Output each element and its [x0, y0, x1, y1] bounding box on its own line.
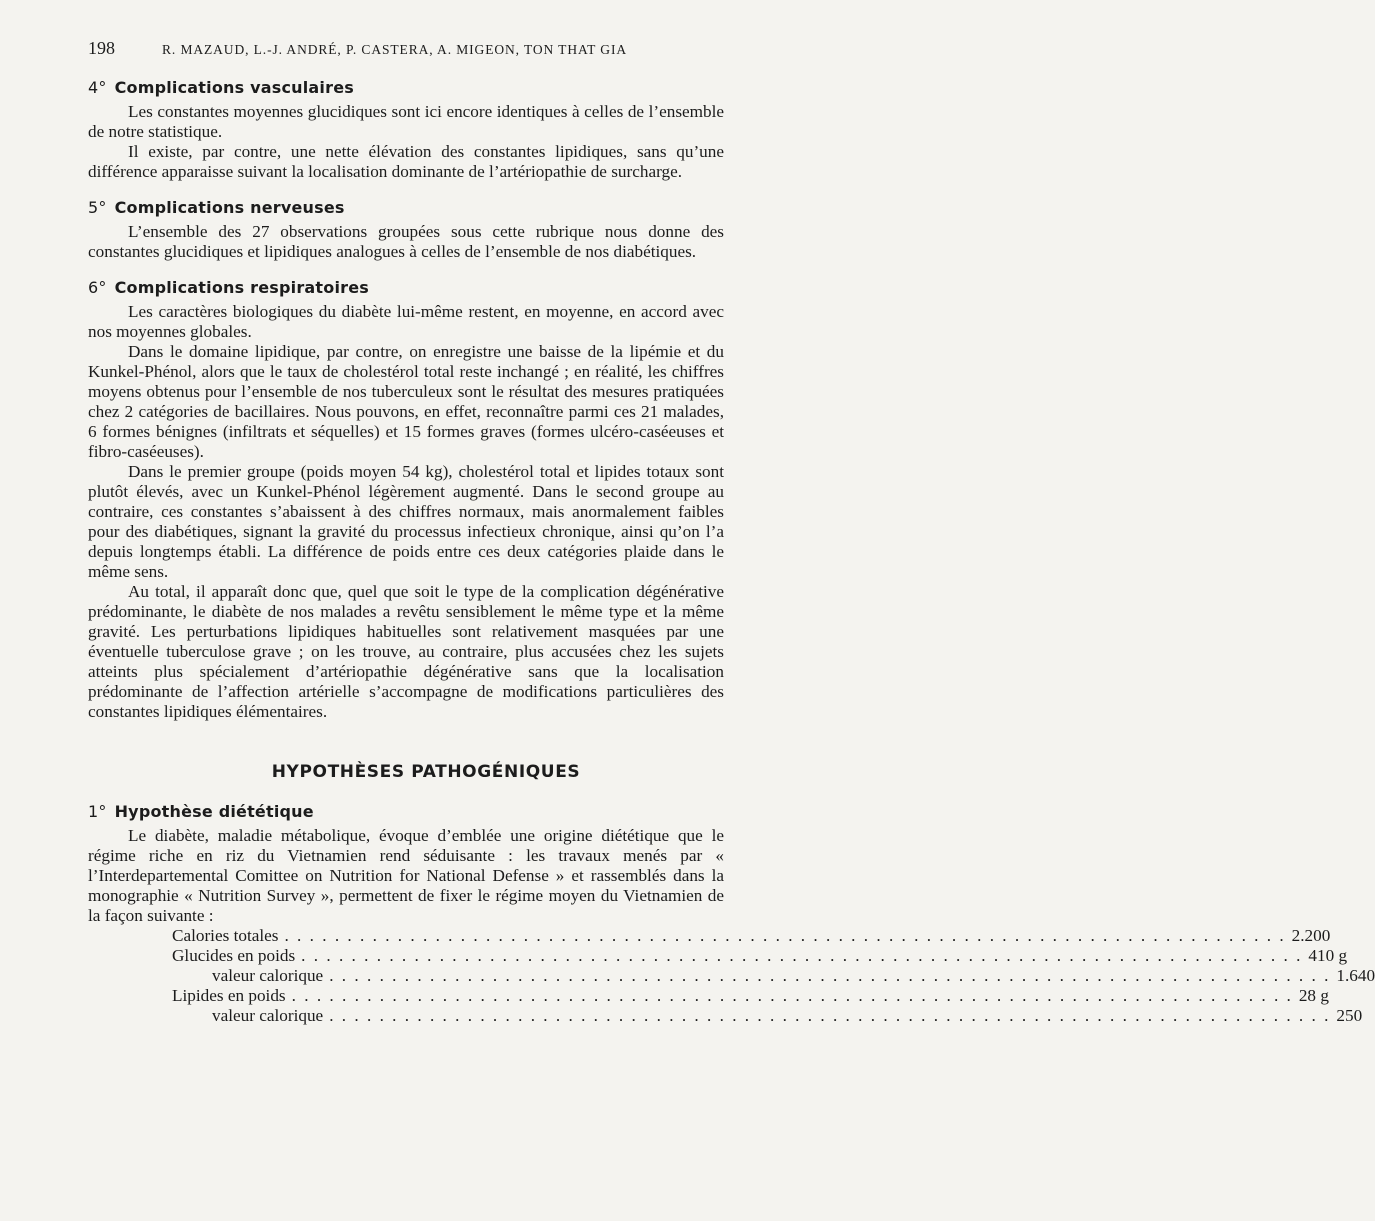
section-heading — [88, 78, 724, 97]
section-number: 6° — [88, 278, 107, 297]
page-header — [88, 38, 724, 62]
diet-row — [172, 966, 1375, 986]
page — [88, 38, 1375, 1026]
diet-row — [172, 986, 1329, 1006]
diet-label: valeur calorique — [212, 966, 324, 985]
paragraph: Dans le premier groupe (poids moyen 54 kg), cholestérol total et lipides totaux sont plutôt élevés, avec un Kunkel-Phénol légèrement augmenté. Dans le second groupe au contraire, ces constantes s’abaissent à des chiffres normaux, mais anormalement faibles pour des diabétiques, signant la gravité du processus infectieux chronique, ainsi qu’on l’a depuis longtemps établi. La différence de poids entre ces deux catégories plaide dans le même sens. — [88, 462, 724, 581]
dot-leader: . . . . . . . . . . . . . . . . . . . . . . . . . . . . . . . . . . . . . . . . . . . . . . . . . . . . . . . . . . . . . . . . . . . . . . . . . . . . . . . . — [301, 946, 1303, 965]
major-heading: HYPOTHÈSES PATHOGÉNIQUES — [271, 762, 581, 782]
paragraph: Les caractères biologiques du diabète lui-même restent, en moyenne, en accord avec nos moyennes globales. — [88, 302, 724, 341]
diet-value: 1.640 — [1336, 966, 1375, 985]
section-heading — [88, 198, 724, 217]
paragraph: L’ensemble des 27 observations groupées sous cette rubrique nous donne des constantes glucidiques et lipidiques analogues à celles de l’ensemble de nos diabétiques. — [88, 222, 724, 261]
diet-label: valeur calorique — [212, 1006, 324, 1025]
diet-label: Glucides en poids — [172, 946, 296, 965]
page-number: 198 — [88, 38, 115, 58]
diet-row — [172, 1006, 1363, 1026]
diet-row — [172, 946, 1348, 966]
diet-table — [172, 926, 1375, 1026]
diet-value: 2.200 — [1291, 926, 1331, 945]
section-heading — [88, 278, 724, 297]
paragraph: Il existe, par contre, une nette élévation des constantes lipidiques, sans qu’une différence apparaisse suivant la localisation dominante de l’artériopathie de surcharge. — [88, 142, 724, 181]
diet-label: Lipides en poids — [172, 986, 286, 1005]
section-number: 1° — [88, 802, 107, 821]
section-respiratoires — [88, 278, 724, 722]
paragraph: Au total, il apparaît donc que, quel que soit le type de la complication dégénérative prédominante, le diabète de nos malades a revêtu sensiblement le même type et la même gravité. Les perturbations lipidiques habituelles sont relativement masquées par une éventuelle tuberculose grave ; on les trouve, au contraire, plus accusées chez les sujets atteints plus spécialement d’artériopathie dégénérative sans que la localisation prédominante de l’affection artérielle s’accompagne de modifications particulières des constantes lipidiques élémentaires. — [88, 582, 724, 721]
section-nerveuses — [88, 198, 724, 262]
section-title: Complications nerveuses — [114, 198, 345, 217]
section-number: 5° — [88, 198, 107, 217]
diet-value: 250 — [1336, 1006, 1363, 1025]
dot-leader: . . . . . . . . . . . . . . . . . . . . . . . . . . . . . . . . . . . . . . . . . . . . . . . . . . . . . . . . . . . . . . . . . . . . . . . . . . . . . . . . — [291, 986, 1293, 1005]
section-title: Complications vasculaires — [114, 78, 354, 97]
diet-label: Calories totales — [172, 926, 279, 945]
running-head: R. MAZAUD, L.-J. ANDRÉ, P. CASTERA, A. MIGEON, TON THAT GIA — [162, 42, 628, 57]
section-hypothese-dietetique — [88, 802, 724, 926]
diet-weight: 410 g — [1308, 946, 1348, 965]
paragraph: Le diabète, maladie métabolique, évoque d’emblée une origine diététique que le régime riche en riz du Vietnamien rend séduisante : les travaux menés par « l’Interdepartemental Comittee on Nutrition for National Defense » et rassemblés dans la monographie « Nutrition Survey », permettent de fixer le régime moyen du Vietnamien de la façon suivante : — [88, 826, 724, 925]
section-vasculaires — [88, 78, 724, 182]
section-number: 4° — [88, 78, 107, 97]
diet-weight: 28 g — [1298, 986, 1329, 1005]
dot-leader: . . . . . . . . . . . . . . . . . . . . . . . . . . . . . . . . . . . . . . . . . . . . . . . . . . . . . . . . . . . . . . . . . . . . . . . . . . . . . . . . — [329, 966, 1331, 985]
section-title: Complications respiratoires — [114, 278, 369, 297]
dot-leader: . . . . . . . . . . . . . . . . . . . . . . . . . . . . . . . . . . . . . . . . . . . . . . . . . . . . . . . . . . . . . . . . . . . . . . . . . . . . . . . . — [284, 926, 1286, 945]
paragraph: Les constantes moyennes glucidiques sont ici encore identiques à celles de l’ensemble de notre statistique. — [88, 102, 724, 141]
section-heading — [88, 802, 724, 821]
paragraph: Dans le domaine lipidique, par contre, on enregistre une baisse de la lipémie et du Kunkel-Phénol, alors que le taux de cholestérol total reste inchangé ; en réalité, les chiffres moyens obtenus pour l’ensemble de nos tuberculeux sont le résultat des mesures pratiquées chez 2 catégories de bacillaires. Nous pouvons, en effet, reconnaître parmi ces 21 malades, 6 formes bénignes (infiltrats et séquelles) et 15 formes graves (formes ulcéro-caséeuses et fibro-caséeuses). — [88, 342, 724, 461]
diet-row — [172, 926, 1331, 946]
section-title: Hypothèse diététique — [114, 802, 314, 821]
dot-leader: . . . . . . . . . . . . . . . . . . . . . . . . . . . . . . . . . . . . . . . . . . . . . . . . . . . . . . . . . . . . . . . . . . . . . . . . . . . . . . . . — [329, 1006, 1331, 1025]
